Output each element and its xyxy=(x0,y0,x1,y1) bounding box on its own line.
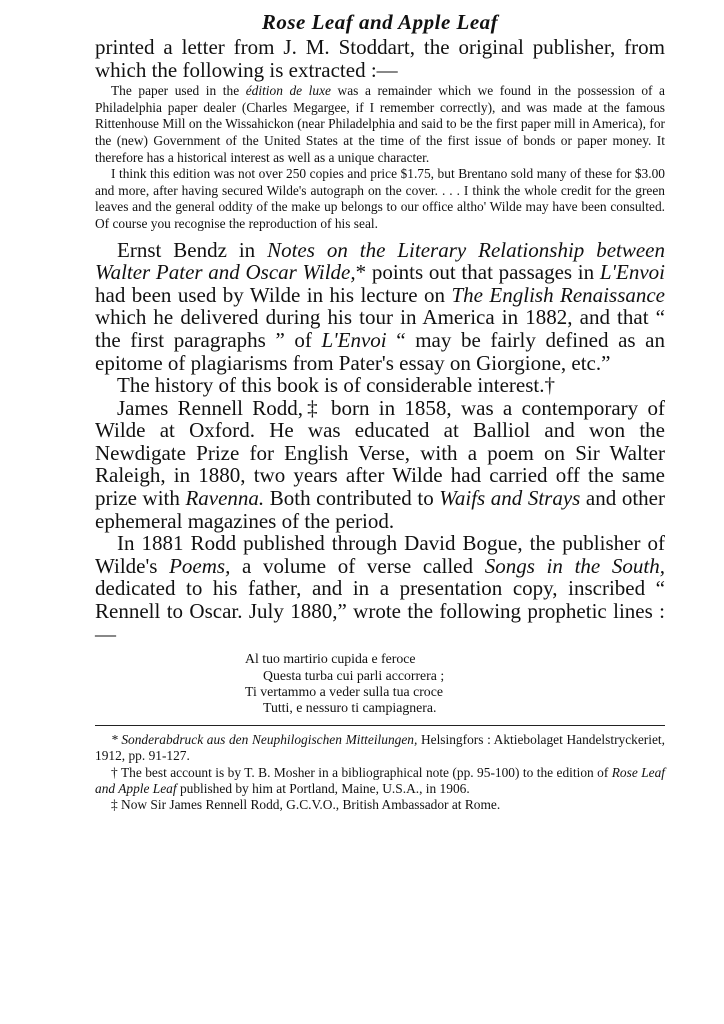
poem-line-3: Ti vertammo a veder sulla tua croce xyxy=(245,684,443,700)
footnote-divider xyxy=(95,725,665,726)
running-head: Rose Leaf and Apple Leaf xyxy=(261,10,499,34)
poem-line-2: Questa turba cui parli accorrera ; xyxy=(263,667,445,683)
footnote-dagger: † The best account is by T. B. Mosher in a bibliographical note (pp. 95-100) to the edition of Rose Leaf and Apple Leaf published by him at Portland, Maine, U.S.A., in 1906. xyxy=(95,764,666,797)
letter-paragraph-1: The paper used in the édition de luxe was a remainder which we found in the possession of a Philadelphia paper dealer (Charles Megargee, if I remember correctly), and was made at the famous Rittenhouse Mill on the Wissahickon (near Philadelphia and said to be the first paper mill in America), for the (new) Government of the United States at the time of the first issue of bonds or paper money. It therefore has a historical interest as well as a unique character. xyxy=(95,83,665,165)
italian-poem xyxy=(245,651,665,717)
footnotes xyxy=(95,732,665,814)
intro-paragraph: printed a letter from J. M. Stoddart, the original publisher, from which the following is extracted :— xyxy=(95,35,665,82)
footnote-double-dagger: ‡ Now Sir James Rennell Rodd, G.C.V.O., British Ambassador at Rome. xyxy=(111,797,501,813)
paragraph-rodd: James Rennell Rodd,‡ born in 1858, was a contemporary of Wilde at Oxford. He was educated at Balliol and won the Newdigate Prize for English Verse, with a poem on Sir Walter Raleigh, in 1880, two years after Wilde had carried off the same prize with Ravenna. Both contributed to Waifs and Strays and other ephemeral magazines of the period. xyxy=(95,395,665,533)
footnote-asterisk: * Sonderabdruck aus den Neuphilogischen Mitteilungen, Helsingfors : Aktiebolaget Handelstryckeriet, 1912, pp. 91-127. xyxy=(95,731,665,764)
paragraph-songs: In 1881 Rodd published through David Bogue, the publisher of Wilde's Poems, a volume of verse called Songs in the South, dedicated to his father, and in a presentation copy, inscribed “ Rennell to Oscar. July 1880,” wrote the following prophetic lines :— xyxy=(95,531,665,646)
book-page xyxy=(95,8,665,814)
paragraph-history: The history of this book is of considerable interest.† xyxy=(117,373,555,398)
body-text xyxy=(95,239,665,646)
poem-line-1: Al tuo martirio cupida e feroce xyxy=(245,651,416,667)
intro-text xyxy=(95,36,665,81)
paragraph-bendz: Ernst Bendz in Notes on the Literary Relationship between Walter Pater and Oscar Wilde,* points out that passages in L'Envoi had been used by Wilde in his lecture on The English Renaissance which he delivered during his tour in America in 1882, and that “ the first paragraphs ” of L'Envoi “ may be fairly defined as an epitome of plagiarisms from Pater's essay on Giorgione, etc.” xyxy=(95,237,666,375)
quoted-letter xyxy=(95,83,665,232)
letter-paragraph-2: I think this edition was not over 250 copies and price $1.75, but Brentano sold many of these for $3.00 and more, after having secured Wilde's autograph on the cover. . . . I think the whole credit for the green leaves and the general oddity of the make up belongs to our office altho' Wilde may have been consulted. Of course you recognise the reproduction of his seal. xyxy=(95,166,665,231)
poem-line-4: Tutti, e nessuro ti campiagnera. xyxy=(263,700,437,716)
